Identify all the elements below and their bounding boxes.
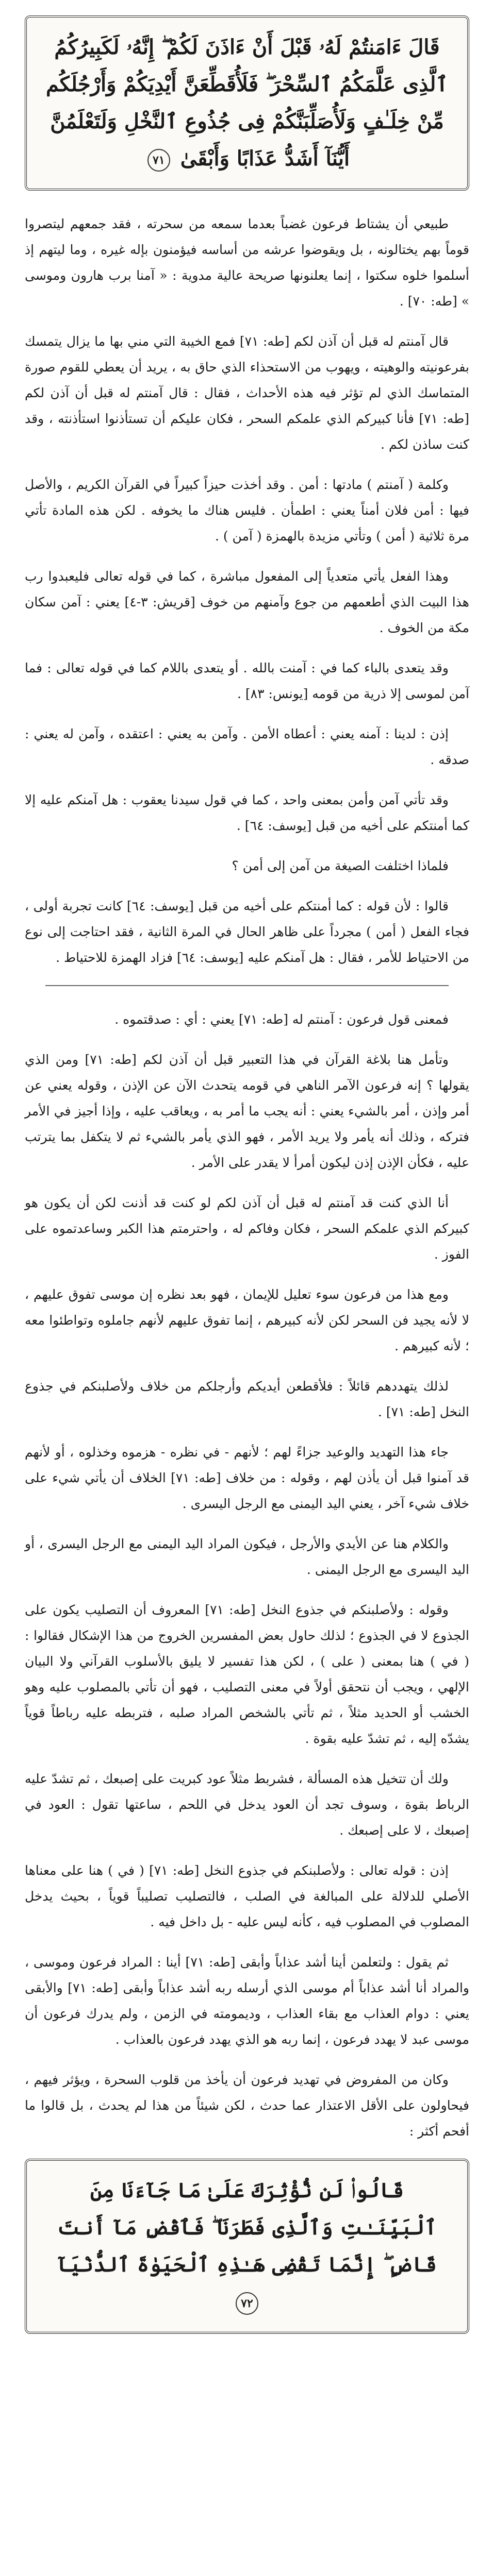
paragraph: وقوله : ولأصلبنكم في جذوع النخل [طه: ٧١] المعروف أن التصليب يكون على الجذوع لا في الجذوع ؛ لذلك حاول بعض المفسرين الخروج من هذا الإشكال فقالوا : ( في ) هنا بمعنى ( على ) ، لكن هذا تفسير لا يليق بالأسلوب القرآني ولا البيان الإلهي ، ويجب أن نتحقق أولاً في معنى التصليب ، فهو أن تأتي بالمصلوب عليه وهو الخشب أو الحديد مثلاً ، ثم تأتي بالشخص المراد صلبه ، فتربطه عليه رباطاً قوياً يشدّه إليه ، ثم تشدّ عليه بقوة . xyxy=(25,1602,469,1746)
paragraph: ثم يقول : ولتعلمن أينا أشد عذاباً وأبقى [طه: ٧١] أينا : المراد فرعون وموسى ، والمراد أنا أشد عذاباً أم موسى الذي أرسله ربه أشد عذاباً وأبقى [طه: ٧١] والأبقى يعني : دوام العذاب مع بقاء العذاب ، وديمومته في الزمن ، ولم يدرك فرعون أن موسى عبد لا يهدد فرعون ، إنما ربه هو الذي يهدد فرعون بالعذاب . xyxy=(25,1955,470,2047)
paragraph: وقد تأتي آمن وأمن بمعنى واحد ، كما في قول سيدنا يعقوب : هل آمنكم عليه إلا كما أمنتكم على أخيه من قبل [يوسف: ٦٤] . xyxy=(25,792,469,833)
paragraph: أنا الذي كنت قد آمنتم له قبل أن آذن لكم لو كنت قد أذنت لكن أن يكون هو كبيركم الذي علمكم السحر ، فكان وفاكم له ، واحترمتم هذا الكبر وساعدتموه على الفوز . xyxy=(25,1195,469,1262)
section-divider xyxy=(45,985,449,986)
paragraph: وكلمة ( آمنتم ) مادتها : أمن . وقد أخذت حيزاً كبيراً في القرآن الكريم ، والأصل فيها : أمن فلان أمناً يعني : اطمأن . فليس هناك ما يخوفه . لكن هذه المادة تأتي مرة ثلاثية ( أمن ) وتأتي مزيدة بالهمزة ( آمن ) . xyxy=(25,477,469,544)
paragraph: إذن : قوله تعالى : ولأصلبنكم في جذوع النخل [طه: ٧١] ( في ) هنا على معناها الأصلي للدلالة على المبالغة في الصلب ، فالتصليب تصليباً قوياً ، بحيث يدخل المصلوب في المصلوب فيه ، كأنه ليس عليه - بل داخل فيه . xyxy=(25,1863,469,1929)
paragraph: ومع هذا من فرعون سوء تعليل للإيمان ، فهو بعد نظره إن موسى تفوق عليهم ، لا لأنه يجيد فن السحر لكن لأنه كبيرهم ، إنما تفوق عليهم لأنهم جاملوه وتواطئوا معه ؛ لأنه كبيرهم . xyxy=(25,1287,469,1353)
verse-box-72 xyxy=(25,2159,469,2334)
paragraph: فلماذا اختلفت الصيغة من آمن إلى أمن ؟ xyxy=(232,858,449,873)
paragraph: جاء هذا التهديد والوعيد جزاءً لهم ؛ لأنهم - في نظره - هزموه وخذلوه ، أو لأنهم قد آمنوا قبل أن يأذن لهم ، وقوله : من خلاف [طه: ٧١] الخلاف أن يأتي شيء على خلاف شيء آخر ، يعني اليد اليمنى مع الرجل اليسرى . xyxy=(25,1445,469,1511)
paragraph: قال آمنتم له قبل أن آذن لكم [طه: ٧١] فمع الخيبة التي مني بها ما يزال يتمسك بفرعونيته والوهيته ، ويهوب من الاستحذاء الذي حاق به ، يريد أن يعطي للقوم صورة المتماسك الذي لم تؤثر فيه هذه الأحداث ، فقال : قال آمنتم له قبل أن آذن لكم [طه: ٧١] فأنا كبيركم الذي علمكم السحر ، فكان عليكم أن تستأذنوا استأذنته ، وقد كنت ساذن لكم . xyxy=(25,334,469,452)
paragraph: وقد يتعدى بالباء كما في : آمنت بالله . أو يتعدى باللام كما في قوله تعالى : فما آمن لموسى إلا ذرية من قومه [يونس: ٨٣] . xyxy=(25,660,469,701)
paragraph: لذلك يتهددهم قائلاً : فلأقطعن أيديكم وأرجلكم من خلاف ولأصلبنكم في جذوع النخل [طه: ٧١] . xyxy=(25,1379,469,1419)
paragraph: ولك أن تتخيل هذه المسألة ، فشربط مثلاً عود كبريت على إصبعك ، ثم تشدّ عليه الرباط بقوة ، وسوف تجد أن العود يدخل في اللحم ، ساعتها تقول : العود في إصبعك ، لا على إصبعك . xyxy=(25,1771,469,1838)
paragraph: وكان من المفروض في تهديد فرعون أن يأخذ من قلوب السحرة ، ويؤثر فيهم ، فيحاولون على الأقل الاعتذار عما حدث ، لكن شيئاً من هذا لم يحدث ، بل قالوا ما أفحم أكثر : xyxy=(25,2072,469,2139)
verse-71-text: قَالَ ءَامَنتُمْ لَهُۥ قَبْلَ أَنْ ءَاذَنَ لَكُمْ ۖ إِنَّهُۥ لَكَبِيرُكُمُ ٱلَّذِى عَلَّمَكُمُ ٱلسِّحْرَ ۖ فَلَأُقَطِّعَنَّ أَيْدِيَكُمْ وَأَرْجُلَكُم مِّنْ خِلَـٰفٍ وَلَأُصَلِّبَنَّكُمْ فِى جُذُوعِ ٱلنَّخْلِ وَلَتَعْلَمُنَّ أَيُّنَآ أَشَدُّ عَذَابًا وَأَبْقَىٰ xyxy=(46,35,448,171)
paragraph: طبيعي أن يشتاط فرعون غضباً بعدما سمعه من سحرته ، فقد جمعهم ليتصروا قوماً بهم يختالونه ، بل ويقوضوا عرشه من أساسه فيؤمنون بإله غيره ، وما ليتهم إذ أسلموا خلوه سكتوا ، إنما يعلنونها صريحة عالية مدوية : « آمنا برب هارون وموسى » [طه: ٧٠] . xyxy=(25,216,469,309)
paragraph: وتأمل هنا بلاغة القرآن في هذا التعبير قبل أن آذن لكم [طه: ٧١] ومن الذي يقولها ؟ إنه فرعون الآمر الناهي في قومه يتحدث الآن عن الإذن ، وقوله يعني عن أمر وإذن ، أمر بالشيء يعني : أنه يجب ما أمر به ، ويعاقب عليه ، وإذا أجيز في الأمر فتركه ، وذلك أنه يأمر ولا يريد الأمر ، فهو الذي يأمر بالشيء ثم لا يتكفل بما يترتب عليه ، فكأن الإذن إذن ليكون أمرأ لا يقدر على الأمر . xyxy=(25,1052,469,1170)
paragraph: والكلام هنا عن الأيدي والأرجل ، فيكون المراد اليد اليمنى مع الرجل اليسرى ، أو اليد اليسرى مع الرجل اليمنى . xyxy=(25,1536,469,1577)
paragraph: إذن : لدينا : آمنه يعني : أعطاه الأمن . وآمن به يعني : اعتقده ، وآمن له يعني : صدقه . xyxy=(25,726,469,767)
commentary xyxy=(25,211,469,2144)
paragraph: قالوا : لأن قوله : كما أمنتكم على أخيه من قبل [يوسف: ٦٤] كانت تجربة أولى ، فجاء الفعل ( أمن ) مجرداً على ظاهر الحال في المرة الثانية ، فقد احتاجت إلى نوع من الاحتياط للأمر ، فقال : هل آمنكم عليه [يوسف: ٦٤] فزاد الهمزة للاحتياط . xyxy=(25,899,469,965)
verse-box-71 xyxy=(25,15,469,191)
paragraph: فمعنى قول فرعون : آمنتم له [طه: ٧١] يعني : أي : صدقتموه . xyxy=(114,1012,449,1027)
verse-number-72: ٧٢ xyxy=(236,2292,258,2315)
paragraph: وهذا الفعل يأتي متعدياً إلى المفعول مباشرة ، كما في قوله تعالى فليعبدوا رب هذا البيت الذي أطعمهم من جوع وآمنهم من خوف [قريش: ٣-٤] يعني : آمن سكان مكة من الخوف . xyxy=(25,569,469,635)
verse-number-71: ٧١ xyxy=(147,149,170,172)
verse-72-text: قَالُوا۟ لَن نُّؤْثِرَكَ عَلَىٰ مَا جَآءَنَا مِنَ ٱلْبَيِّنَـٰتِ وَٱلَّذِى فَطَرَنَا ۖ فَٱقْضِ مَآ أَنتَ قَاضٍ ۖ إِنَّمَا تَقْضِى هَـٰذِهِ ٱلْحَيَوٰةَ ٱلدُّنْيَآ xyxy=(57,2178,437,2277)
